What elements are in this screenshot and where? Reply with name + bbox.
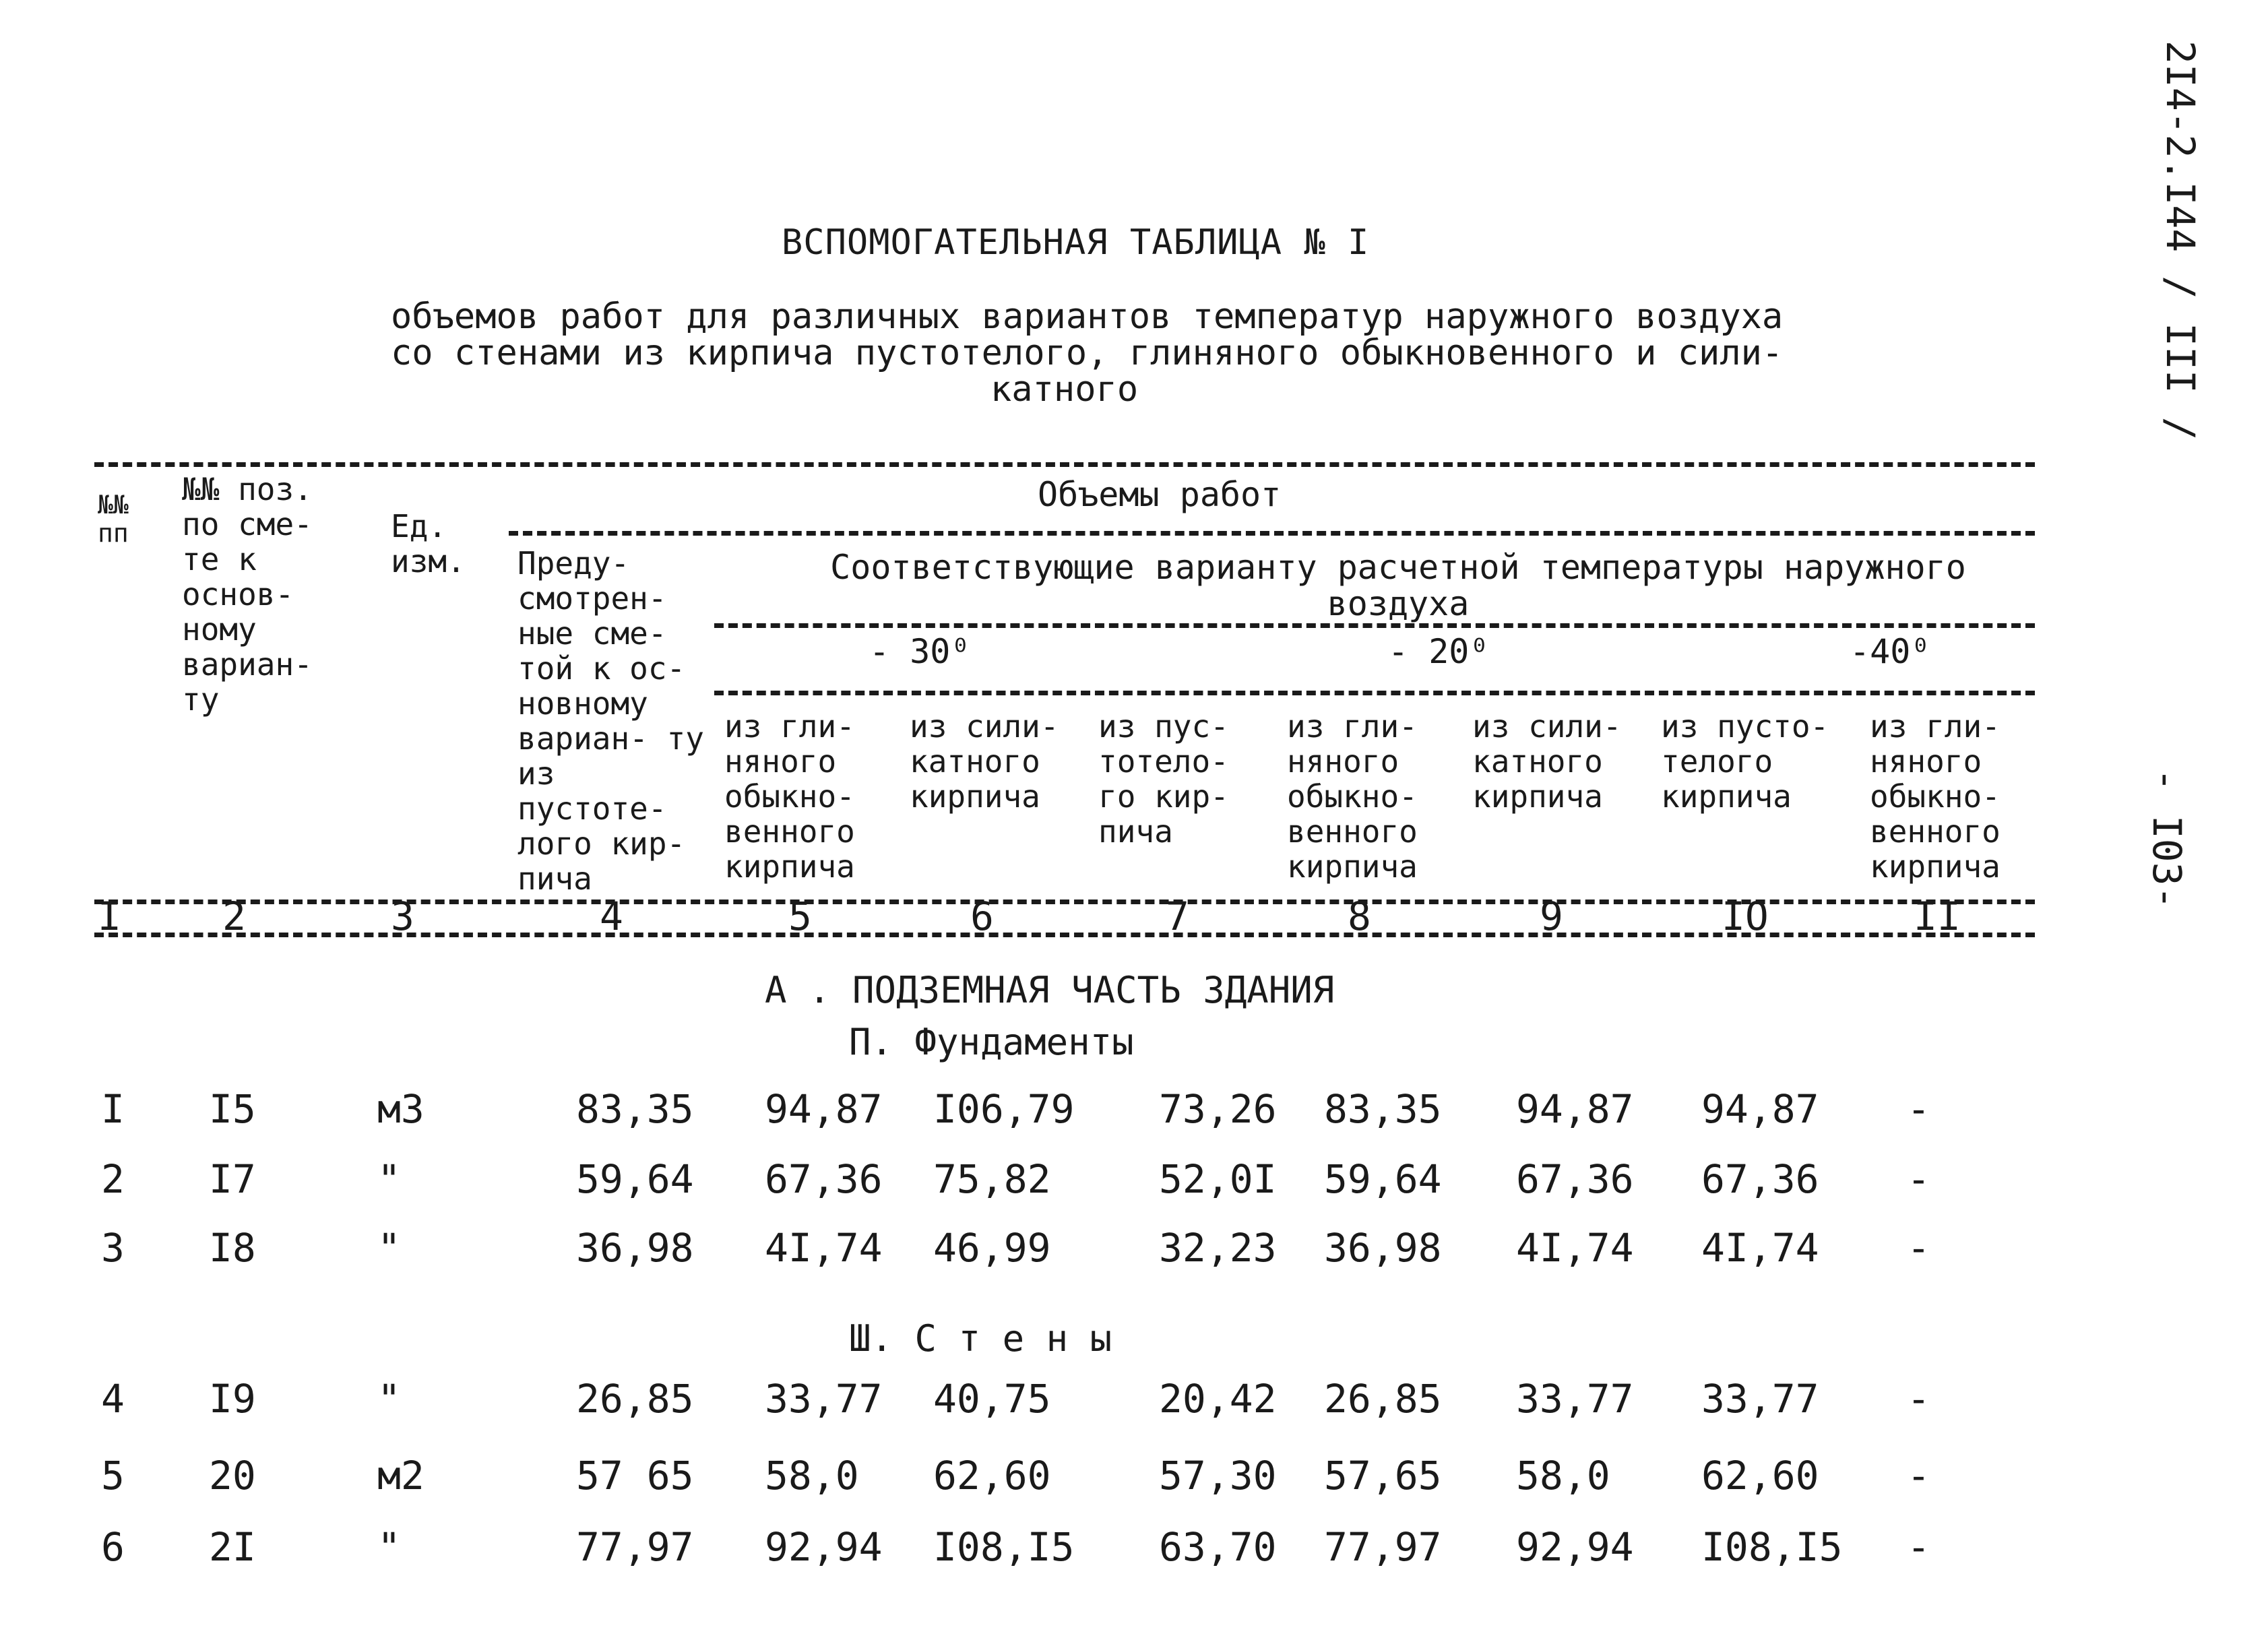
header-col10: из пусто- телого кирпича [1661,708,1829,815]
cell-col11: - [1907,1086,1930,1132]
cell-col11: - [1907,1453,1930,1499]
cell-col7: 32,23 [1159,1225,1277,1271]
cell-col7: 73,26 [1159,1086,1277,1132]
cell-unit: м2 [377,1453,424,1499]
cell-col10: 67,36 [1701,1156,1819,1202]
cell-position: I9 [209,1376,256,1422]
cell-col10: 62,60 [1701,1453,1819,1499]
table-subtitle-line-3: катного [990,369,1139,410]
cell-col8: 77,97 [1324,1524,1442,1570]
cell-col8: 83,35 [1324,1086,1442,1132]
cell-row-number: 4 [101,1376,125,1422]
column-number: 7 [1166,893,1189,939]
page-number: - I03- [2144,768,2190,910]
header-col5: из гли- няного обыкно- венного кирпича [724,708,855,885]
cell-col4: 77,97 [576,1524,694,1570]
header-variant-group: Соответствующие варианту расчетной температуры наружного воздуха [830,548,1966,623]
cell-col4: 59,64 [576,1156,694,1202]
subsection-heading: П. Фундаменты [849,1021,1134,1063]
cell-col9: 92,94 [1516,1524,1634,1570]
cell-col11: - [1907,1156,1930,1202]
header-planned-variant: Преду- смотрен- ные сме- той к ос- новному вариан- ту из пустоте- лого кир- пича [517,545,704,897]
cell-unit: " [377,1376,401,1422]
cell-col9: 94,87 [1516,1086,1634,1132]
cell-col5: 58,0 [765,1453,859,1499]
cell-col6: 46,99 [933,1225,1051,1271]
column-number: 3 [391,893,414,939]
cell-col4: 57 65 [576,1453,694,1499]
table-top-rule [94,462,2035,467]
cell-unit: " [377,1225,401,1271]
cell-col8: 57,65 [1324,1453,1442,1499]
table-subtitle-line-1: объемов работ для различных вариантов температур наружного воздуха [391,296,1784,337]
header-estimate-position: №№ поз. по сме- те к основ- ному вариан- ту [182,471,313,718]
header-col11: из гли- няного обыкно- венного кирпича [1870,708,2001,885]
cell-col4: 83,35 [576,1086,694,1132]
cell-col8: 26,85 [1324,1376,1442,1422]
header-col7: из пус- тотело- го кир- пича [1098,708,1229,850]
header-volumes: Объемы работ [1038,475,1282,514]
cell-col4: 26,85 [576,1376,694,1422]
cell-col10: I08,I5 [1701,1524,1843,1570]
cell-col5: 94,87 [765,1086,883,1132]
cell-col5: 92,94 [765,1524,883,1570]
cell-col10: 94,87 [1701,1086,1819,1132]
column-number: 4 [600,893,623,939]
header-row-number: №№ пп [98,490,129,548]
cell-col11: - [1907,1524,1930,1570]
cell-col11: - [1907,1376,1930,1422]
cell-col9: 33,77 [1516,1376,1634,1422]
cell-col6: I06,79 [933,1086,1075,1132]
header-temp-minus-30: - 30⁰ [869,632,971,671]
cell-col6: 62,60 [933,1453,1051,1499]
cell-row-number: 6 [101,1524,125,1570]
cell-col10: 33,77 [1701,1376,1819,1422]
cell-position: I5 [209,1086,256,1132]
cell-position: 2I [209,1524,256,1570]
cell-col5: 67,36 [765,1156,883,1202]
column-number: 2 [222,893,246,939]
cell-col6: 75,82 [933,1156,1051,1202]
cell-col10: 4I,74 [1701,1225,1819,1271]
column-number: IO [1722,893,1769,939]
document-code: 2I4-2.I44 / III / [2157,40,2203,441]
cell-col4: 36,98 [576,1225,694,1271]
header-unit: Ед. изм. [391,508,466,579]
column-number: I [98,893,121,939]
cell-col11: - [1907,1225,1930,1271]
cell-position: 20 [209,1453,256,1499]
header-col6: из сили- катного кирпича [910,708,1059,815]
cell-col7: 63,70 [1159,1524,1277,1570]
header-temp-minus-20: - 20⁰ [1388,632,1490,671]
cell-col5: 4I,74 [765,1225,883,1271]
cell-row-number: 2 [101,1156,125,1202]
cell-unit: " [377,1524,401,1570]
cell-row-number: I [101,1086,125,1132]
table-title: ВСПОМОГАТЕЛЬНАЯ ТАБЛИЦА № I [782,222,1370,263]
section-heading: А . ПОДЗЕМНАЯ ЧАСТЬ ЗДАНИЯ [765,969,1335,1011]
header-col9: из сили- катного кирпича [1472,708,1622,815]
header-temp-minus-40: -40⁰ [1850,632,1931,671]
cell-position: I7 [209,1156,256,1202]
column-number: 6 [970,893,994,939]
volumes-rule [509,531,2035,536]
cell-col9: 67,36 [1516,1156,1634,1202]
cell-col9: 58,0 [1516,1453,1610,1499]
cell-col9: 4I,74 [1516,1225,1634,1271]
cell-row-number: 3 [101,1225,125,1271]
cell-row-number: 5 [101,1453,125,1499]
variant-rule [714,623,2035,628]
header-col8: из гли- няного обыкно- венного кирпича [1287,708,1418,885]
cell-col8: 59,64 [1324,1156,1442,1202]
table-subtitle-line-2: со стенами из кирпича пустотелого, глиняного обыкновенного и сили- [391,333,1784,373]
column-number: II [1914,893,1961,939]
column-number: 9 [1540,893,1563,939]
cell-col6: 40,75 [933,1376,1051,1422]
cell-unit: м3 [377,1086,424,1132]
cell-col6: I08,I5 [933,1524,1075,1570]
temperature-rule [714,691,2035,695]
subsection-heading: Ш. С т е н ы [849,1317,1112,1360]
cell-position: I8 [209,1225,256,1271]
cell-col5: 33,77 [765,1376,883,1422]
column-number: 8 [1348,893,1371,939]
cell-col8: 36,98 [1324,1225,1442,1271]
cell-col7: 20,42 [1159,1376,1277,1422]
cell-col7: 57,30 [1159,1453,1277,1499]
cell-col7: 52,0I [1159,1156,1277,1202]
cell-unit: " [377,1156,401,1202]
column-number: 5 [788,893,812,939]
